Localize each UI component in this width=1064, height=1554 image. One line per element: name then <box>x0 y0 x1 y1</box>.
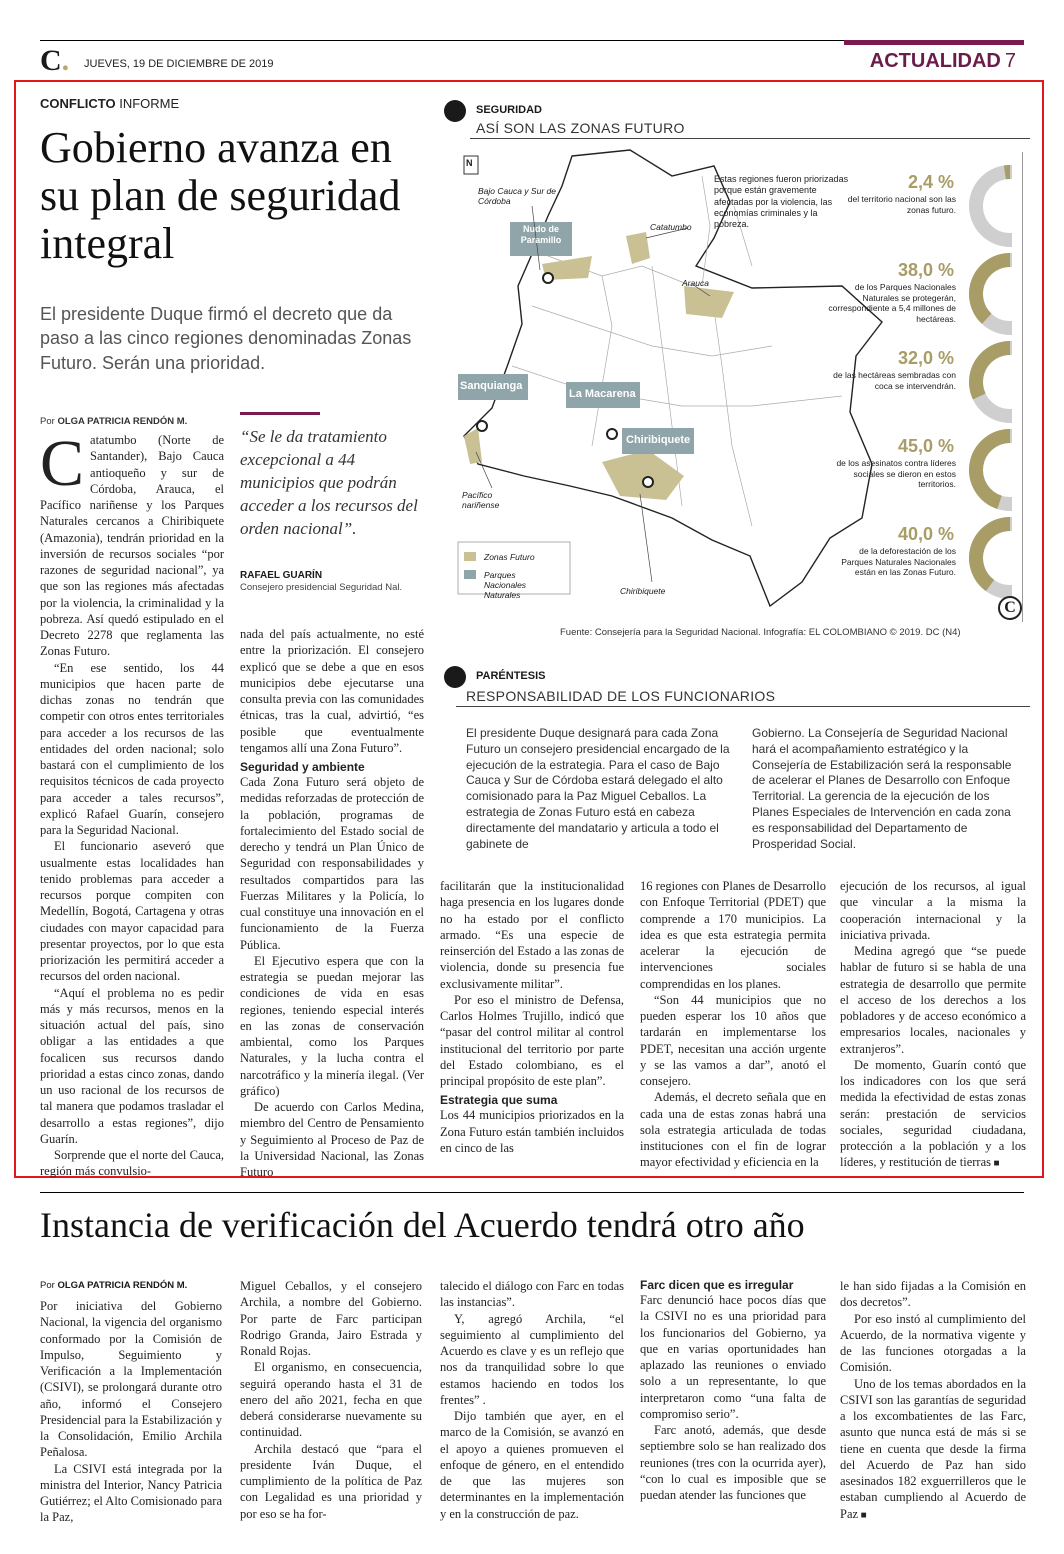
legend-park-swatch <box>464 570 476 579</box>
paragraph: nada del país actualmente, no esté entre la priorización. El consejero explicó que se debe a que en esos municipios debe ejecutarse una consulta previa con las comunidades étnicas, tras la cual, advirtió, “es posible que eventualmente tengamos allí una Zona Futuro”. <box>240 627 424 755</box>
stat-description: del territorio nacional son las zonas futuro. <box>847 194 956 215</box>
paragraph: Medina agregó que “se puede hablar de futuro si se habla de una estrategia de desarrollo que permite el acceso de los derechos a los pobladores y de acceso económico a empresarios locales, nacionales y extranjeros”. <box>840 944 1026 1056</box>
map-label-sanquianga: Sanquianga <box>460 380 523 392</box>
stat-arc <box>976 436 1010 502</box>
article-kicker: CONFLICTO INFORME <box>40 96 180 111</box>
article-column-2 <box>240 626 424 1180</box>
map-label-bajo-cauca: Bajo Cauca y Sur de Córdoba <box>478 186 556 207</box>
article2-column-5 <box>840 1278 1026 1522</box>
article2-column-2 <box>240 1278 422 1522</box>
paragraph: Y, agregó Archila, “el seguimiento al cumplimiento del Acuerdo es clave y es un reflejo que nos da tranquilidad sobre lo que estamos haciendo en todos los frentes” . <box>440 1311 624 1407</box>
quote-author-role: Consejero presidencial Seguridad Nal. <box>240 582 403 593</box>
paragraph: Uno de los temas abordados en la CSIVI son las garantías de seguridad a los excombatientes de las Farc, asunto que nunca está de más si se tiene en cuenta que desde la firma del Acuerdo de Paz han sido asesinados 182 exguerrilleros que le estaban cumpliendo al Acuerdo de Paz ■ <box>840 1376 1026 1522</box>
parentesis-left: El presidente Duque designará para cada Zona Futuro un consejero presidencial encargado de la ejecución de la estrategia. Para el caso de Bajo Cauca y Sur de Córdoba estará delegado el alto comisionado para la Paz Miguel Ceballos. La estrategia de Zonas Futuro está en cabeza directamente del mandatario y articula a todo el gabinete de <box>466 726 730 851</box>
map-label-catatumbo: Catatumbo <box>650 222 692 232</box>
marker-chiribiquete <box>643 477 653 487</box>
stat-percent: 40,0 % <box>897 524 954 544</box>
legend-zones-label: Zonas Futuro <box>484 552 535 562</box>
article2-column-4 <box>640 1278 826 1503</box>
stat-arc <box>976 524 1010 586</box>
marker-nudo-paramillo <box>543 273 553 283</box>
parentesis-rule <box>456 706 1030 707</box>
stat-donuts <box>976 172 1012 592</box>
paragraph: “En ese sentido, los 44 municipios que hacen parte de dichas zonas no tendrán que competir con otros entes territoriales para acceder a los recursos de las entidades del orden nacional; solo bastará con el cumplimiento de los requisitos técnicos de cada proyecto para acceder a tales recursos”, explicó Rafael Guarín, consejero para la Seguridad Nacional. <box>40 660 224 837</box>
article-column-4 <box>640 878 826 1171</box>
stat-arc <box>976 260 1010 319</box>
brand-badge: C <box>998 596 1022 620</box>
article-separator <box>40 1192 1024 1193</box>
article2-byline: Por OLGA PATRICIA RENDÓN M. <box>40 1280 188 1291</box>
stat-percent: 32,0 % <box>897 348 954 368</box>
stat-percent: 38,0 % <box>897 260 954 280</box>
paragraph: Archila destacó que “para el presidente Iván Duque, el cumplimiento de la política de Paz con Legalidad es una prioridad y por eso se ha for- <box>240 1441 422 1521</box>
article2-column-3 <box>440 1278 624 1522</box>
map-label-arauca: Arauca <box>682 278 709 288</box>
article-column-1 <box>40 427 224 1180</box>
parentesis-kicker: PARÉNTESIS <box>476 670 546 682</box>
paragraph: talecido el diálogo con Farc en todas las instancias”. <box>440 1279 624 1310</box>
paragraph: De acuerdo con Carlos Medina, miembro del Centro de Pensamiento y Seguimiento al Proceso de Paz de la Universidad Nacional, las Zonas Futuro <box>240 1100 424 1179</box>
parentesis-right: Gobierno. La Consejería de Seguridad Nacional hará el acompañamiento estratégico y la Consejería de Estabilización será la responsable de acelerar el Planes de Desarrollo con Enfoque Territorial. La gerencia de la ejecución de los Planes Especiales de Intervención en cada zona es responsabilidad del Departamento de Prosperidad Social. <box>752 726 1012 851</box>
stat-ring <box>976 172 1012 240</box>
map-label-macarena: La Macarena <box>569 388 636 400</box>
stat-arc <box>976 348 1010 396</box>
paragraph: El funcionario aseveró que usualmente estas localidades han tenido problemas para acceder a recursos porque compiten con Medellín, Bogotá, Cartagena y otras ciudades con mayor capacidad para presentar proyectos, por lo que esta priorización les permitirá acceder a recursos del orden nacional. <box>40 839 224 984</box>
stat-percent: 45,0 % <box>897 436 954 456</box>
dropcap: C <box>40 427 85 500</box>
infographic-kicker: SEGURIDAD <box>476 104 543 116</box>
infographic-side-rule <box>1022 152 1023 622</box>
paragraph: Por eso el ministro de Defensa, Carlos Holmes Trujillo, indicó que “pasar del control militar al control institucional del territorio por parte del Estado colombiano, es el principal propósito de este plan”. <box>440 992 624 1088</box>
marker-sanquianga <box>477 421 487 431</box>
legend-zone-swatch <box>464 552 476 561</box>
infographic-rule <box>470 138 1030 139</box>
paragraph: Farc anotó, además, que desde septiembre solo se han realizado dos reuniones (tres con la ocurrida ayer), “con lo cual es imposible que se puedan atender las funciones que <box>640 1423 826 1502</box>
paragraph: le han sido fijadas a la Comisión en dos decretos”. <box>840 1279 1026 1310</box>
paragraph: Dijo también que ayer, en el marco de la Comisión, se avanzó en el apoyo a quienes promueven el enfoque de género, en el entendido de que las mujeres son determinantes en la implementación y en la construcción de paz. <box>440 1409 624 1521</box>
north-label: N <box>466 158 473 168</box>
infographic-source: Fuente: Consejería para la Seguridad Nacional. Infografía: EL COLOMBIANO © 2019. DC (N4) <box>560 627 961 638</box>
paragraph: Además, el decreto señala que en cada una de estas zonas habrá una sola estrategia articulada de todas instituciones con el fin de lograr mayor efectividad y eficiencia en la <box>640 1090 826 1170</box>
map-label-chiribiquete: Chiribiquete <box>620 586 666 596</box>
issue-date: JUEVES, 19 DE DICIEMBRE DE 2019 <box>84 58 274 70</box>
subheading: Farc dicen que es irregular <box>640 1278 794 1292</box>
legend-parks-label: Parques Nacionales Naturales <box>484 570 527 601</box>
section-title: ACTUALIDAD 7 <box>869 50 1016 72</box>
paragraph: Por iniciativa del Gobierno Nacional, la vigencia del organismo conformado por la Comisión de Impulso, Seguimiento y Verificación a la Implementación (CSIVI), se prolongará durante otro año, informó el Consejero Presidencial para la Estabilización y la Consolidación, Emilio Archila Peñalosa. <box>40 1299 222 1460</box>
article-byline: Por OLGA PATRICIA RENDÓN M. <box>40 416 188 427</box>
paragraph: “Aquí el problema no es pedir más y más recursos, menos en la situación actual del país, sino obligar a las entidades a que focalicen sus recursos dando prioridad a estas cinco zonas, dando un uso racional de los recursos de tal manera que podamos trasladar el desarrollo a estas regiones”, dijo Guarín. <box>40 985 224 1146</box>
article2-column-1 <box>40 1298 222 1526</box>
paragraph: Cada Zona Futuro será objeto de medidas reforzadas de protección de la población, programas de fortalecimiento del Estado social de derecho y tendrá un Plan Único de Seguridad con responsabilidades y resultados compartidos para las Fuerzas Militares y la Policía, lo cual constituye una innovación en el funcionamiento de la Fuerza Pública. <box>240 775 424 952</box>
subheading: Seguridad y ambiente <box>240 760 365 774</box>
security-icon <box>444 100 466 122</box>
paragraph: Sorprende que el norte del Cauca, región más convulsio- <box>40 1148 224 1179</box>
stat-description: de la deforestación de los Parques Naturales Nacionales están en las Zonas Futuro. <box>841 546 956 578</box>
infographic-note: Estas regiones fueron priorizadas porque están gravemente afectadas por la violencia, las economías criminales y la pobreza. <box>714 174 849 229</box>
parentesis-title: RESPONSABILIDAD DE LOS FUNCIONARIOS <box>466 688 776 704</box>
map-label-pacifico: Pacífico nariñense <box>462 490 500 511</box>
article-dek: El presidente Duque firmó el decreto que da paso a las cinco regiones denominadas Zonas Futuro. Serán una prioridad. <box>40 304 412 373</box>
paragraph: La CSIVI está integrada por la ministra del Interior, Nancy Patricia Gutiérrez; el Alto Comisionado para la Paz, <box>40 1461 222 1525</box>
marker-la-macarena <box>607 429 617 439</box>
pin-icon <box>444 666 466 688</box>
stat-description: de los asesinatos contra líderes sociales se dieron en estos territorios. <box>836 458 956 490</box>
map-label-chiribiquete-park: Chiribiquete <box>626 434 691 446</box>
paragraph: atatumbo (Norte de Santander), Bajo Cauca antioqueño y sur de Córdoba, Arauca, el Pacífico nariñense y los Parques Naturales cercanos a Chiribiquete (Amazonia), tendrán prioridad en la inversión de recursos sociales “por razones de seguridad nacional”, ya que son las regiones más afectadas por la violencia, la criminalidad y la pobreza. Así quedó estipulado en el Decreto 2278 que reglamenta las Zonas Futuro. <box>40 433 224 659</box>
paragraph: Miguel Ceballos, y el consejero Archila, a nombre del Gobierno. Por parte de Farc participan Rodrigo Granda, Jairo Estrada y Ronald Rojas. <box>240 1279 422 1358</box>
paragraph: Los 44 municipios priorizados en la Zona Futuro están también incluidos en cinco de las <box>440 1108 624 1155</box>
pull-quote: “Se le da tratamiento excepcional a 44 municipios que podrán acceder a los recursos del orden nacional”. <box>240 427 418 538</box>
paragraph: ejecución de los recursos, al igual que vincular a la misma la cooperación internacional y la iniciativa privada. <box>840 879 1026 942</box>
stat-description: de los Parques Nacionales Naturales se protegerán, correspondiente a 5,4 millones de hectáreas. <box>828 282 956 324</box>
stat-percent: 2,4 % <box>907 172 954 192</box>
paragraph: “Son 44 municipios que no pueden esperar los 10 años que tardarán en implementarse los PDET, necesitan una acción urgente y se las vamos a dar”, anotó el consejero. <box>640 992 826 1088</box>
article-column-3 <box>440 878 624 1156</box>
paragraph: Farc denunció hace pocos días que la CSIVI no es una prioridad para los funcionarios del Gobierno, ya que en varias oportunidades han aplazado las reuniones o enviado solo a un representante, lo que interpretaron como “una falta de compromiso serio”. <box>640 1293 826 1421</box>
article-headline: Gobierno avanza en su plan de seguridad integral <box>40 123 401 268</box>
map-label-nudo: Nudo de Paramillo <box>520 224 562 246</box>
article-column-5 <box>840 878 1026 1171</box>
stat-description: de las hectáreas sembradas con coca se intervendrán. <box>833 370 956 391</box>
paragraph: Por eso instó al cumplimiento del Acuerdo, de la normativa vigente y de las funciones otorgadas a la Comisión. <box>840 1311 1026 1375</box>
paragraph: De momento, Guarín contó que los indicadores con los que será medida la efectividad de estas zonas serán: prestación de servicios sociales, seguridad ciudadana, protección a la población y a los líderes, y restitución de tierras ■ <box>840 1057 1026 1171</box>
paragraph: El Ejecutivo espera que con la estrategia se puedan mejorar las condiciones de vida en esas regiones, teniendo especial interés en las zonas de conservación ambiental, como los Parques Naturales, y la lucha contra el narcotráfico y la minería ilegal. (Ver gráfico) <box>240 953 424 1098</box>
section-color-bar <box>844 40 1024 45</box>
paragraph: facilitarán que la institucionalidad haga presencia en los lugares donde no ha estado por el conflicto armado. “Es una especie de reinserción del Estado a las zonas de violencia, donde su presencia fue exclusivamente militar”. <box>440 879 624 991</box>
subheading: Estrategia que suma <box>440 1093 558 1108</box>
paragraph: El organismo, en consecuencia, seguirá operando hasta el 31 de enero del año 2021, fecha en que deberá considerarse nuevamente su continuidad. <box>240 1360 422 1440</box>
quote-author: RAFAEL GUARÍN <box>240 570 323 581</box>
paragraph: 16 regiones con Planes de Desarrollo con Enfoque Territorial (PDET) que comprende a 170 municipios. La idea es que esta estrategia permita acelerar la ejecución de intervenciones sociales comprendidas en los planes. <box>640 879 826 991</box>
infographic-title: ASÍ SON LAS ZONAS FUTURO <box>476 120 685 136</box>
newspaper-logo: C. <box>40 44 70 77</box>
quote-accent-bar <box>240 412 320 415</box>
article2-headline: Instancia de verificación del Acuerdo tendrá otro año <box>40 1205 805 1245</box>
page-number: 7 <box>1004 50 1016 72</box>
